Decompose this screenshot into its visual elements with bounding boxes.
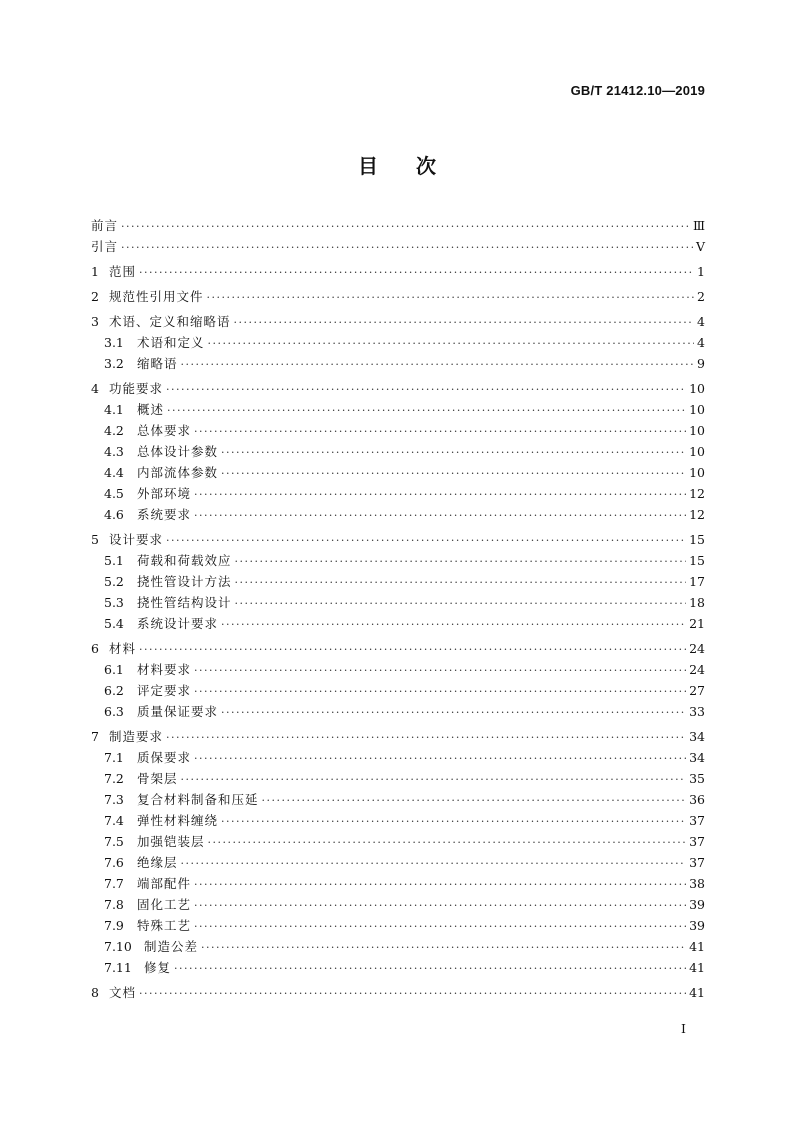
page-number: I — [681, 1021, 686, 1036]
toc-entry[interactable] — [91, 400, 705, 421]
toc-entry[interactable] — [91, 895, 705, 916]
toc-entry[interactable] — [91, 639, 705, 660]
toc-entry-number: 7.4 — [104, 813, 124, 828]
toc-entry-number: 4.6 — [104, 507, 124, 522]
toc-leader-dots — [208, 833, 687, 853]
toc-leader-dots — [194, 422, 686, 442]
toc-entry-label: 术语、定义和缩略语 — [109, 314, 231, 329]
toc-entry[interactable] — [91, 530, 705, 551]
toc-leader-dots — [181, 770, 687, 790]
toc-entry-page: 10 — [689, 402, 705, 417]
toc-leader-dots — [194, 896, 686, 916]
toc-entry-number: 7 — [91, 729, 99, 744]
toc-entry-label: 内部流体参数 — [137, 465, 219, 480]
toc-entry[interactable] — [91, 811, 705, 832]
toc-entry-label: 制造公差 — [144, 939, 199, 954]
toc-leader-dots — [121, 217, 690, 237]
toc-entry-number: 7.1 — [104, 750, 124, 765]
toc-entry-number: 3 — [91, 314, 99, 329]
toc-leader-dots — [208, 334, 694, 354]
toc-entry-page: 41 — [689, 939, 705, 954]
toc-entry-page: 12 — [689, 507, 705, 522]
toc-leader-dots — [181, 355, 694, 375]
toc-entry-label: 总体要求 — [137, 423, 192, 438]
toc-leader-dots — [139, 263, 694, 283]
toc-entry-page: 34 — [689, 750, 705, 765]
toc-leader-dots — [194, 682, 686, 702]
toc-entry-number: 7.9 — [104, 918, 124, 933]
toc-entry-number: 7.8 — [104, 897, 124, 912]
toc-entry-number: 4 — [91, 381, 99, 396]
toc-entry[interactable] — [91, 333, 705, 354]
toc-leader-dots — [166, 380, 686, 400]
toc-entry-number: 5.4 — [104, 616, 124, 631]
toc-entry-label: 功能要求 — [109, 381, 164, 396]
toc-entry-label: 挠性管结构设计 — [137, 595, 232, 610]
toc-entry[interactable] — [91, 748, 705, 769]
toc-entry[interactable] — [91, 983, 705, 1004]
toc-entry-page: 2 — [697, 289, 705, 304]
toc-entry-number: 5.1 — [104, 553, 124, 568]
toc-entry-number: 6 — [91, 641, 99, 656]
toc-entry-page: 10 — [689, 444, 705, 459]
toc-entry-page: 33 — [689, 704, 705, 719]
page-title — [0, 150, 794, 179]
toc-entry-page: 15 — [689, 532, 705, 547]
toc-leader-dots — [234, 313, 694, 333]
toc-leader-dots — [174, 959, 686, 979]
toc-entry-number: 7.5 — [104, 834, 124, 849]
toc-entry[interactable] — [91, 853, 705, 874]
toc-entry-label: 质量保证要求 — [137, 704, 219, 719]
toc-entry[interactable] — [91, 463, 705, 484]
toc-entry-number: 6.1 — [104, 662, 124, 677]
toc-leader-dots — [194, 661, 686, 681]
toc-leader-dots — [194, 917, 686, 937]
toc-entry-label: 端部配件 — [137, 876, 192, 891]
toc-entry[interactable] — [91, 312, 705, 333]
toc-entry-page: 10 — [689, 423, 705, 438]
toc-leader-dots — [235, 573, 687, 593]
toc-entry-number: 1 — [91, 264, 99, 279]
toc-entry-label: 术语和定义 — [137, 335, 205, 350]
toc-entry-number: 7.7 — [104, 876, 124, 891]
toc-entry[interactable] — [91, 287, 705, 308]
toc-entry[interactable] — [91, 660, 705, 681]
toc-entry-number: 7.11 — [104, 960, 132, 975]
toc-entry[interactable] — [91, 937, 705, 958]
toc-entry-number: 4.2 — [104, 423, 124, 438]
toc-entry-page: 37 — [689, 813, 705, 828]
toc-entry-number: 7.2 — [104, 771, 124, 786]
toc-entry-label: 固化工艺 — [137, 897, 192, 912]
toc-entry-label: 骨架层 — [137, 771, 178, 786]
toc-entry[interactable] — [91, 790, 705, 811]
toc-leader-dots — [235, 552, 687, 572]
toc-entry-page: 9 — [697, 356, 705, 371]
toc-entry-label: 质保要求 — [137, 750, 192, 765]
toc-leader-dots — [221, 615, 686, 635]
toc-leader-dots — [194, 875, 686, 895]
toc-leader-dots — [121, 238, 693, 258]
toc-entry-label: 系统设计要求 — [137, 616, 219, 631]
toc-leader-dots — [139, 640, 686, 660]
toc-entry-label: 范围 — [109, 264, 137, 279]
toc-leader-dots — [167, 401, 686, 421]
toc-leader-dots — [221, 703, 686, 723]
toc-entry-page: 37 — [689, 834, 705, 849]
toc-leader-dots — [166, 531, 686, 551]
toc-entry-number: 2 — [91, 289, 99, 304]
toc-leader-dots — [201, 938, 686, 958]
toc-entry-label: 加强铠装层 — [137, 834, 205, 849]
toc-entry-page: 38 — [689, 876, 705, 891]
toc-entry-number: 4.4 — [104, 465, 124, 480]
toc-entry-page: 10 — [689, 465, 705, 480]
toc-entry-page: 18 — [689, 595, 705, 610]
toc-entry-page: Ⅴ — [695, 239, 705, 254]
toc-entry-page: 41 — [689, 960, 705, 975]
toc-entry-label: 缩略语 — [137, 356, 178, 371]
toc-entry[interactable] — [91, 379, 705, 400]
toc-entry-label: 外部环境 — [137, 486, 192, 501]
toc-entry-number: 4.5 — [104, 486, 124, 501]
toc-entry-number: 7.3 — [104, 792, 124, 807]
toc-entry-label: 复合材料制备和压延 — [137, 792, 259, 807]
toc-entry-label: 材料 — [109, 641, 137, 656]
toc-entry-label: 制造要求 — [109, 729, 164, 744]
toc-entry-page: 1 — [697, 264, 705, 279]
toc-leader-dots — [221, 443, 686, 463]
toc-entry[interactable] — [91, 442, 705, 463]
toc-entry-page: 24 — [689, 641, 705, 656]
toc-entry-label: 荷载和荷载效应 — [137, 553, 232, 568]
toc-entry[interactable] — [91, 593, 705, 614]
toc-entry-number: 3.1 — [104, 335, 124, 350]
toc-entry-label: 规范性引用文件 — [109, 289, 204, 304]
toc-entry-label: 概述 — [137, 402, 165, 417]
title-char-1: 目 — [358, 154, 378, 178]
toc-entry-label: 总体设计参数 — [137, 444, 219, 459]
toc-leader-dots — [235, 594, 687, 614]
toc-entry-number: 4.3 — [104, 444, 124, 459]
toc-leader-dots — [194, 749, 686, 769]
toc-entry[interactable] — [91, 262, 705, 283]
toc-leader-dots — [194, 506, 686, 526]
toc-entry-number: 6.3 — [104, 704, 124, 719]
toc-entry-number: 4.1 — [104, 402, 124, 417]
toc-entry[interactable] — [91, 421, 705, 442]
toc-entry-page: 4 — [697, 335, 705, 350]
toc-entry-label: 设计要求 — [109, 532, 164, 547]
toc-entry[interactable] — [91, 505, 705, 526]
toc-leader-dots — [221, 464, 686, 484]
toc-entry-page: 39 — [689, 918, 705, 933]
title-char-2: 次 — [416, 154, 436, 178]
toc-entry-number: 8 — [91, 985, 99, 1000]
toc-entry[interactable] — [91, 354, 705, 375]
toc-entry-number: 5.3 — [104, 595, 124, 610]
toc-entry-page: 27 — [689, 683, 705, 698]
toc-entry[interactable] — [91, 614, 705, 635]
toc-entry[interactable] — [91, 727, 705, 748]
toc-leader-dots — [181, 854, 687, 874]
toc-entry-page: 35 — [689, 771, 705, 786]
toc-entry-page: 15 — [689, 553, 705, 568]
toc-entry-page: 21 — [689, 616, 705, 631]
toc-entry[interactable] — [91, 237, 705, 258]
toc-leader-dots — [262, 791, 687, 811]
toc-leader-dots — [139, 984, 686, 1004]
toc-leader-dots — [194, 485, 686, 505]
toc-entry[interactable] — [91, 958, 705, 979]
toc-entry[interactable] — [91, 916, 705, 937]
toc-entry-page: 4 — [697, 314, 705, 329]
toc-entry[interactable] — [91, 681, 705, 702]
toc-entry-number: 5.2 — [104, 574, 124, 589]
toc-leader-dots — [221, 812, 686, 832]
toc-entry-label: 挠性管设计方法 — [137, 574, 232, 589]
toc-entry-label: 引言 — [91, 239, 119, 254]
toc-entry-page: 41 — [689, 985, 705, 1000]
toc-entry-label: 文档 — [109, 985, 137, 1000]
toc-entry-page: 34 — [689, 729, 705, 744]
toc-entry[interactable] — [91, 832, 705, 853]
toc-entry-number: 3.2 — [104, 356, 124, 371]
toc-entry-label: 弹性材料缠绕 — [137, 813, 219, 828]
toc-entry[interactable] — [91, 702, 705, 723]
toc-entry-label: 绝缘层 — [137, 855, 178, 870]
toc-entry-page: 12 — [689, 486, 705, 501]
toc-entry[interactable] — [91, 484, 705, 505]
toc-entry-label: 特殊工艺 — [137, 918, 192, 933]
toc-entry-number: 6.2 — [104, 683, 124, 698]
toc-entry-number: 7.10 — [104, 939, 132, 954]
toc-entry-label: 系统要求 — [137, 507, 192, 522]
toc-entry[interactable] — [91, 551, 705, 572]
toc-leader-dots — [166, 728, 686, 748]
toc-entry-number: 7.6 — [104, 855, 124, 870]
toc-entry-label: 前言 — [91, 218, 119, 233]
toc-entry-page: 17 — [689, 574, 705, 589]
toc-entry-page: 10 — [689, 381, 705, 396]
toc-entry-number: 5 — [91, 532, 99, 547]
toc-entry-page: 37 — [689, 855, 705, 870]
toc-entry[interactable] — [91, 216, 705, 237]
toc-entry[interactable] — [91, 874, 705, 895]
toc-leader-dots — [207, 288, 694, 308]
toc-entry-label: 评定要求 — [137, 683, 192, 698]
toc-entry-page: 39 — [689, 897, 705, 912]
toc-entry-label: 材料要求 — [137, 662, 192, 677]
table-of-contents — [91, 216, 705, 1004]
toc-entry[interactable] — [91, 572, 705, 593]
standard-number: GB/T 21412.10—2019 — [570, 83, 705, 98]
toc-entry-page: 36 — [689, 792, 705, 807]
toc-entry-page: Ⅲ — [692, 218, 705, 233]
toc-entry-label: 修复 — [144, 960, 172, 975]
toc-entry[interactable] — [91, 769, 705, 790]
toc-entry-page: 24 — [689, 662, 705, 677]
